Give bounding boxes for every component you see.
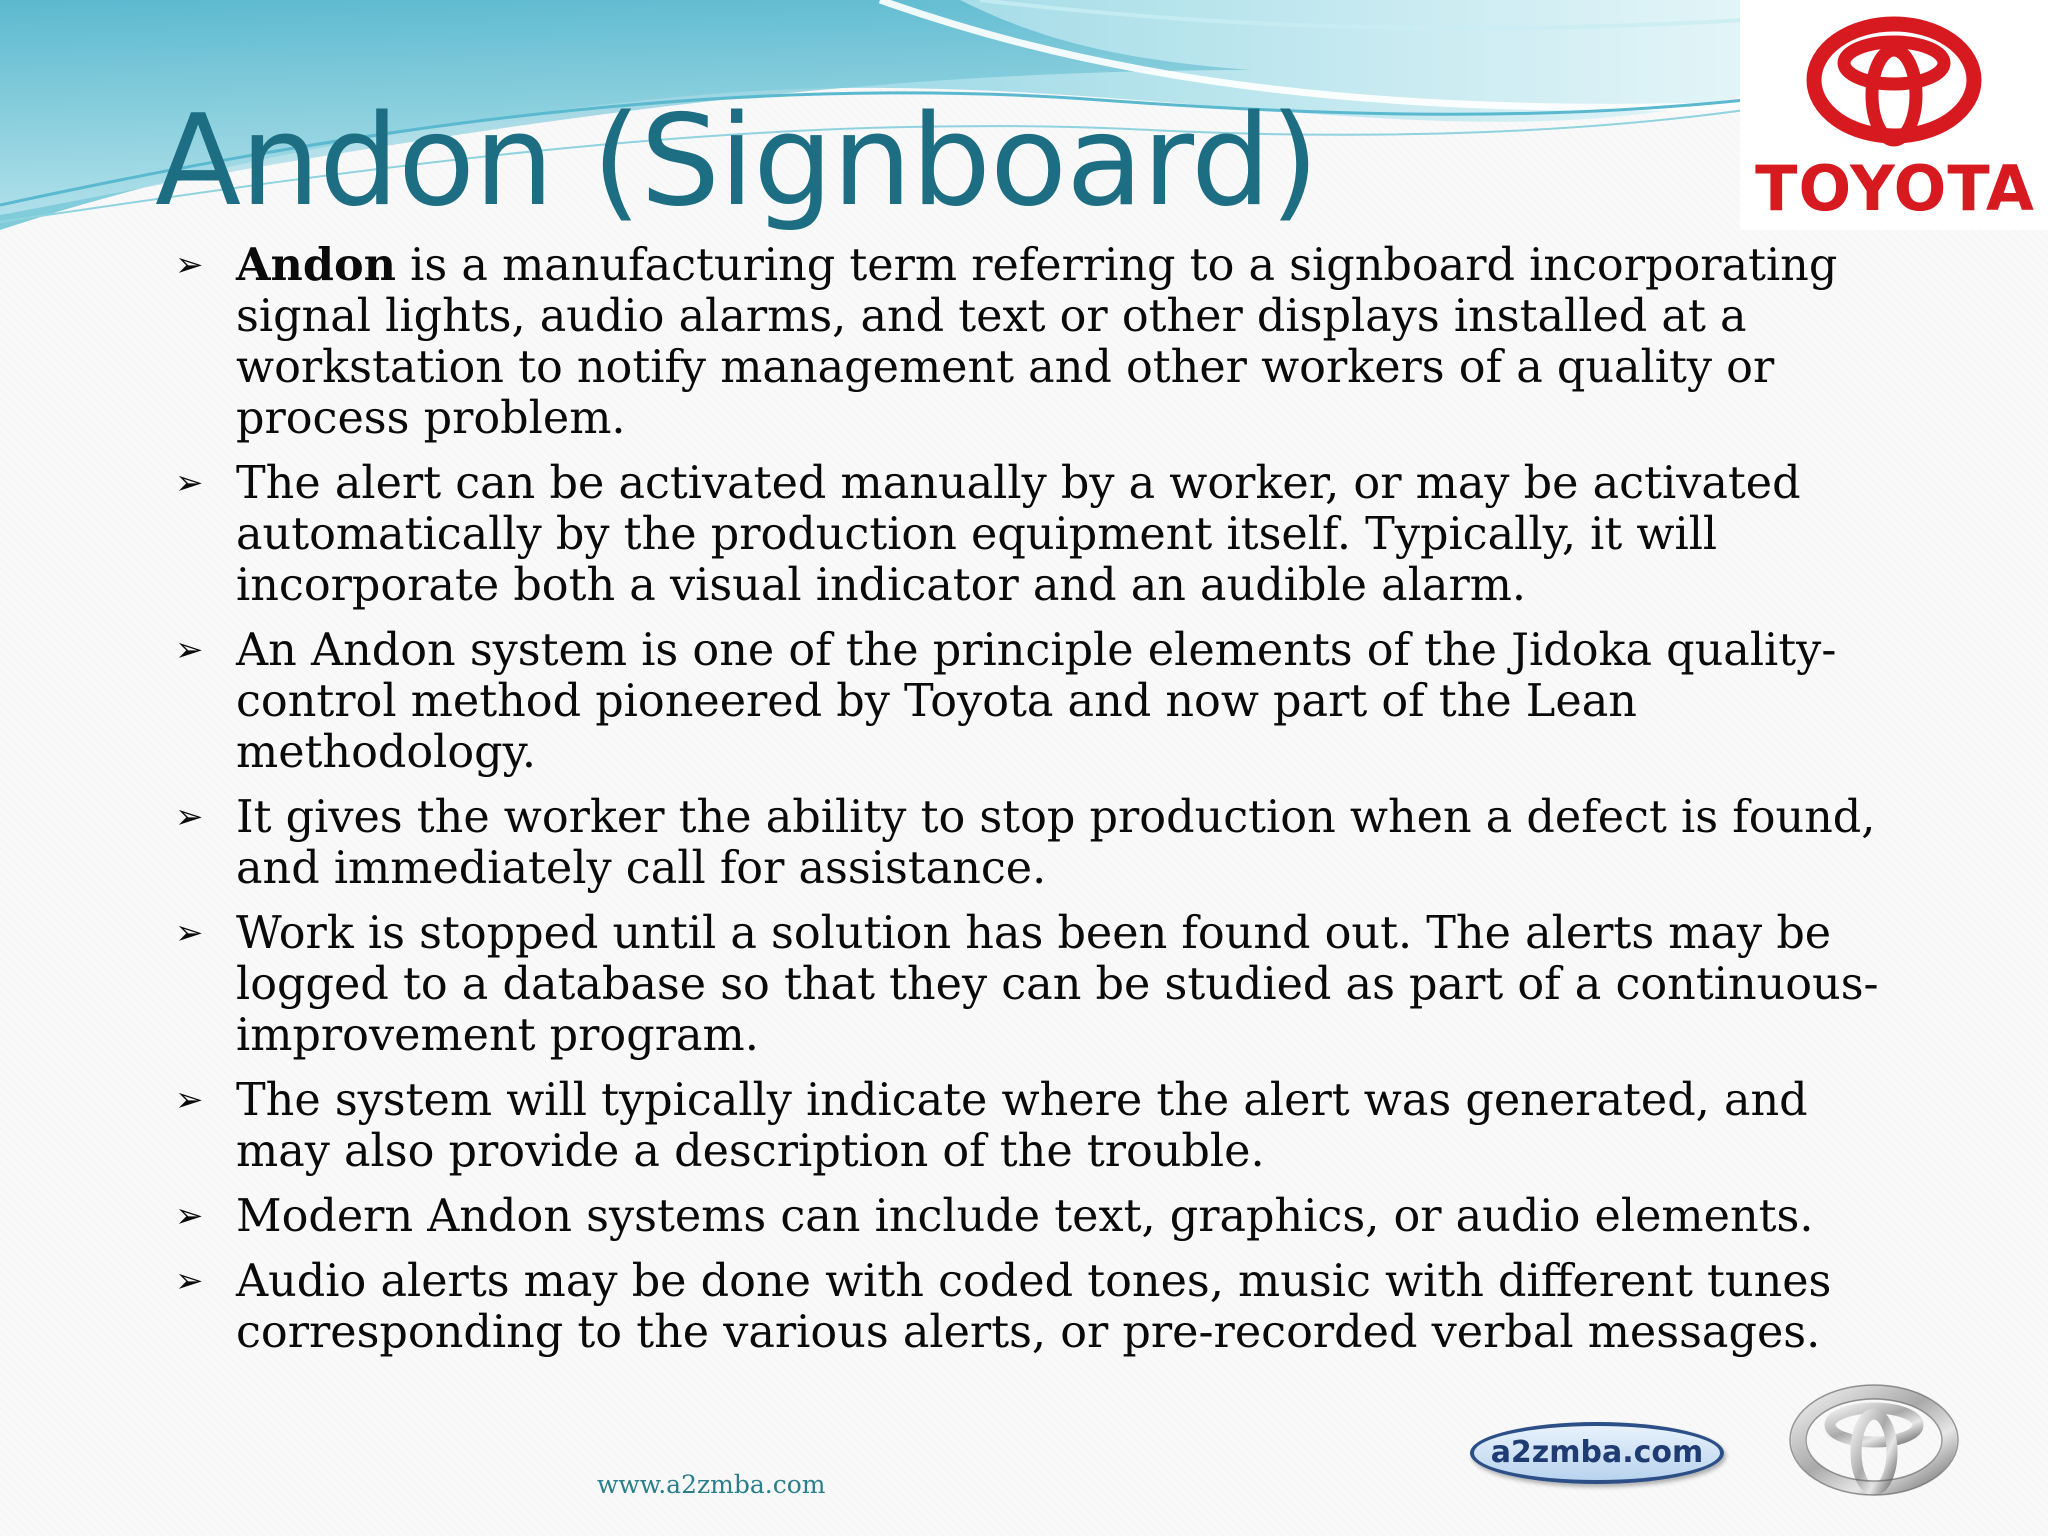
bullet-text: The alert can be activated manually by a worker, or may be activated automatically by the production equipment itself. Typically, it will incorporate both a visual indicator and an audible alarm. bbox=[236, 458, 1801, 611]
arrow-bullet-icon: ➢ bbox=[175, 797, 204, 837]
bullet-text: An Andon system is one of the principle elements of the Jidoka quality-control method pioneered by Toyota and now part of the Lean methodology. bbox=[236, 625, 1837, 778]
bullet-text: Work is stopped until a solution has been found out. The alerts may be logged to a database so that they can be studied as part of a continuous-improvement program. bbox=[236, 908, 1879, 1061]
bullet-body: is a manufacturing term referring to a signboard incorporating signal lights, audio alarms, and text or other displays installed at a workstation to notify management and other workers of a quality or process problem. bbox=[236, 240, 1838, 444]
bullet-item bbox=[175, 240, 1890, 444]
bullet-item bbox=[175, 1256, 1890, 1358]
toyota-emblem-silver-icon bbox=[1785, 1380, 1963, 1500]
bullet-item bbox=[175, 908, 1890, 1061]
bullet-text: Modern Andon systems can include text, graphics, or audio elements. bbox=[236, 1191, 1814, 1242]
bullet-item bbox=[175, 458, 1890, 611]
bullet-lead-term: Andon bbox=[236, 239, 397, 291]
slide-title: Andon (Signboard) bbox=[155, 87, 1319, 234]
arrow-bullet-icon: ➢ bbox=[175, 463, 204, 503]
arrow-bullet-icon: ➢ bbox=[175, 245, 204, 285]
bullet-text: Audio alerts may be done with coded tones, music with different tunes corresponding to the various alerts, or pre-recorded verbal messages. bbox=[236, 1256, 1832, 1358]
arrow-bullet-icon: ➢ bbox=[175, 1261, 204, 1301]
bullet-item bbox=[175, 792, 1890, 894]
toyota-wordmark: TOYOTA bbox=[1755, 152, 2035, 225]
bullet-item bbox=[175, 1075, 1890, 1177]
bullet-item bbox=[175, 1191, 1890, 1242]
a2zmba-badge-logo: a2zmba.com bbox=[1470, 1422, 1724, 1484]
arrow-bullet-icon: ➢ bbox=[175, 1080, 204, 1120]
bullet-text: The system will typically indicate where the alert was generated, and may also provide a description of the trouble. bbox=[236, 1075, 1808, 1177]
bullet-list bbox=[175, 240, 1890, 1372]
arrow-bullet-icon: ➢ bbox=[175, 1196, 204, 1236]
arrow-bullet-icon: ➢ bbox=[175, 913, 204, 953]
footer-url-link[interactable]: www.a2zmba.com bbox=[597, 1470, 826, 1499]
bullet-item bbox=[175, 625, 1890, 778]
bullet-text bbox=[236, 240, 1837, 444]
arrow-bullet-icon: ➢ bbox=[175, 630, 204, 670]
bullet-text: It gives the worker the ability to stop production when a defect is found, and immediately call for assistance. bbox=[236, 792, 1876, 894]
toyota-emblem-red-icon bbox=[1740, 0, 2048, 160]
